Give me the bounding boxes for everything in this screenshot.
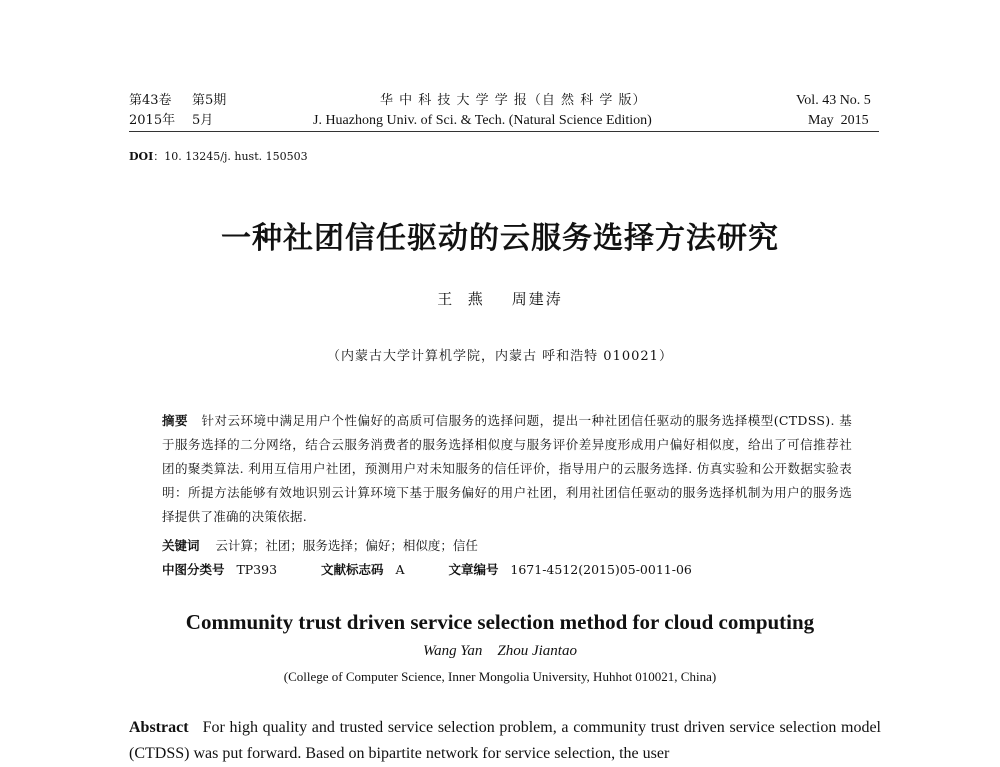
doc-code-value: A xyxy=(395,562,405,577)
keywords-cn-value: 云计算；社团；服务选择；偏好；相似度；信任 xyxy=(215,538,478,553)
authors-cn: 王 燕 周建涛 xyxy=(437,290,563,308)
header-journal-en: J. Huazhong Univ. of Sci. & Tech. (Natural Science Edition) xyxy=(313,113,652,128)
abstract-cn xyxy=(162,409,852,529)
abstract-en xyxy=(129,715,881,767)
abstract-cn-label: 摘要 xyxy=(162,413,189,428)
article-no-value: 1671-4512(2015)05-0011-06 xyxy=(510,562,692,577)
article-no-label: 文章编号 xyxy=(448,562,499,577)
header-rule xyxy=(129,131,879,132)
keywords-cn xyxy=(162,536,478,554)
header-month: 5月 xyxy=(192,113,214,128)
abstract-cn-text: 针对云环境中满足用户个性偏好的高质可信服务的选择问题，提出一种社团信任驱动的服务选择模型(CTDSS). 基于服务选择的二分网络，结合云服务消费者的服务选择相似度与服务评价差异度形成用户偏好相似度，给出了可信推荐社团的聚类算法. 利用互信用户社团，预测用户对未知服务的信任评价，指导用户的云服务选择. 仿真实验和公开数据实验表明：所提方法能够有效地识别云计算环境下基于服务偏好的用户社团，利用社团信任驱动的服务选择机制为用户的服务选择提供了准确的决策依据. xyxy=(162,413,852,524)
affiliation-cn: （内蒙古大学计算机学院，内蒙古 呼和浩特 010021） xyxy=(327,349,673,364)
clc-label: 中图分类号 xyxy=(162,562,225,577)
header-volume: 第43卷 xyxy=(129,93,172,108)
doi-label: DOI xyxy=(129,150,154,163)
header-year: 2015年 xyxy=(129,113,176,128)
affiliation-en: (College of Computer Science, Inner Mongolia University, Huhhot 010021, China) xyxy=(283,669,717,684)
doi-value: ：10. 13245/j. hust. 150503 xyxy=(153,150,308,163)
authors-en: Wang Yan Zhou Jiantao xyxy=(423,643,577,659)
paper-title-en: Community trust driven service selection method for cloud computing xyxy=(185,610,815,634)
clc-value: TP393 xyxy=(236,562,278,577)
paper-title-cn: 一种社团信任驱动的云服务选择方法研究 xyxy=(221,221,779,256)
doi-line xyxy=(129,148,308,164)
doc-code-label: 文献标志码 xyxy=(321,562,384,577)
abstract-en-text: For high quality and trusted service selection problem, a community trust driven service selection model (CTDSS) was put forward. Based on bipartite network for service selection, the user xyxy=(129,719,882,762)
header-date: May 2015 xyxy=(808,113,869,128)
abstract-en-label: Abstract xyxy=(129,719,189,736)
header-vol-no: Vol. 43 No. 5 xyxy=(796,93,871,108)
keywords-cn-label: 关键词 xyxy=(162,538,200,553)
header-journal-cn: 华 中 科 技 大 学 学 报（自 然 科 学 版） xyxy=(380,93,647,108)
header-issue: 第5期 xyxy=(192,93,227,108)
classification-line xyxy=(162,560,692,578)
